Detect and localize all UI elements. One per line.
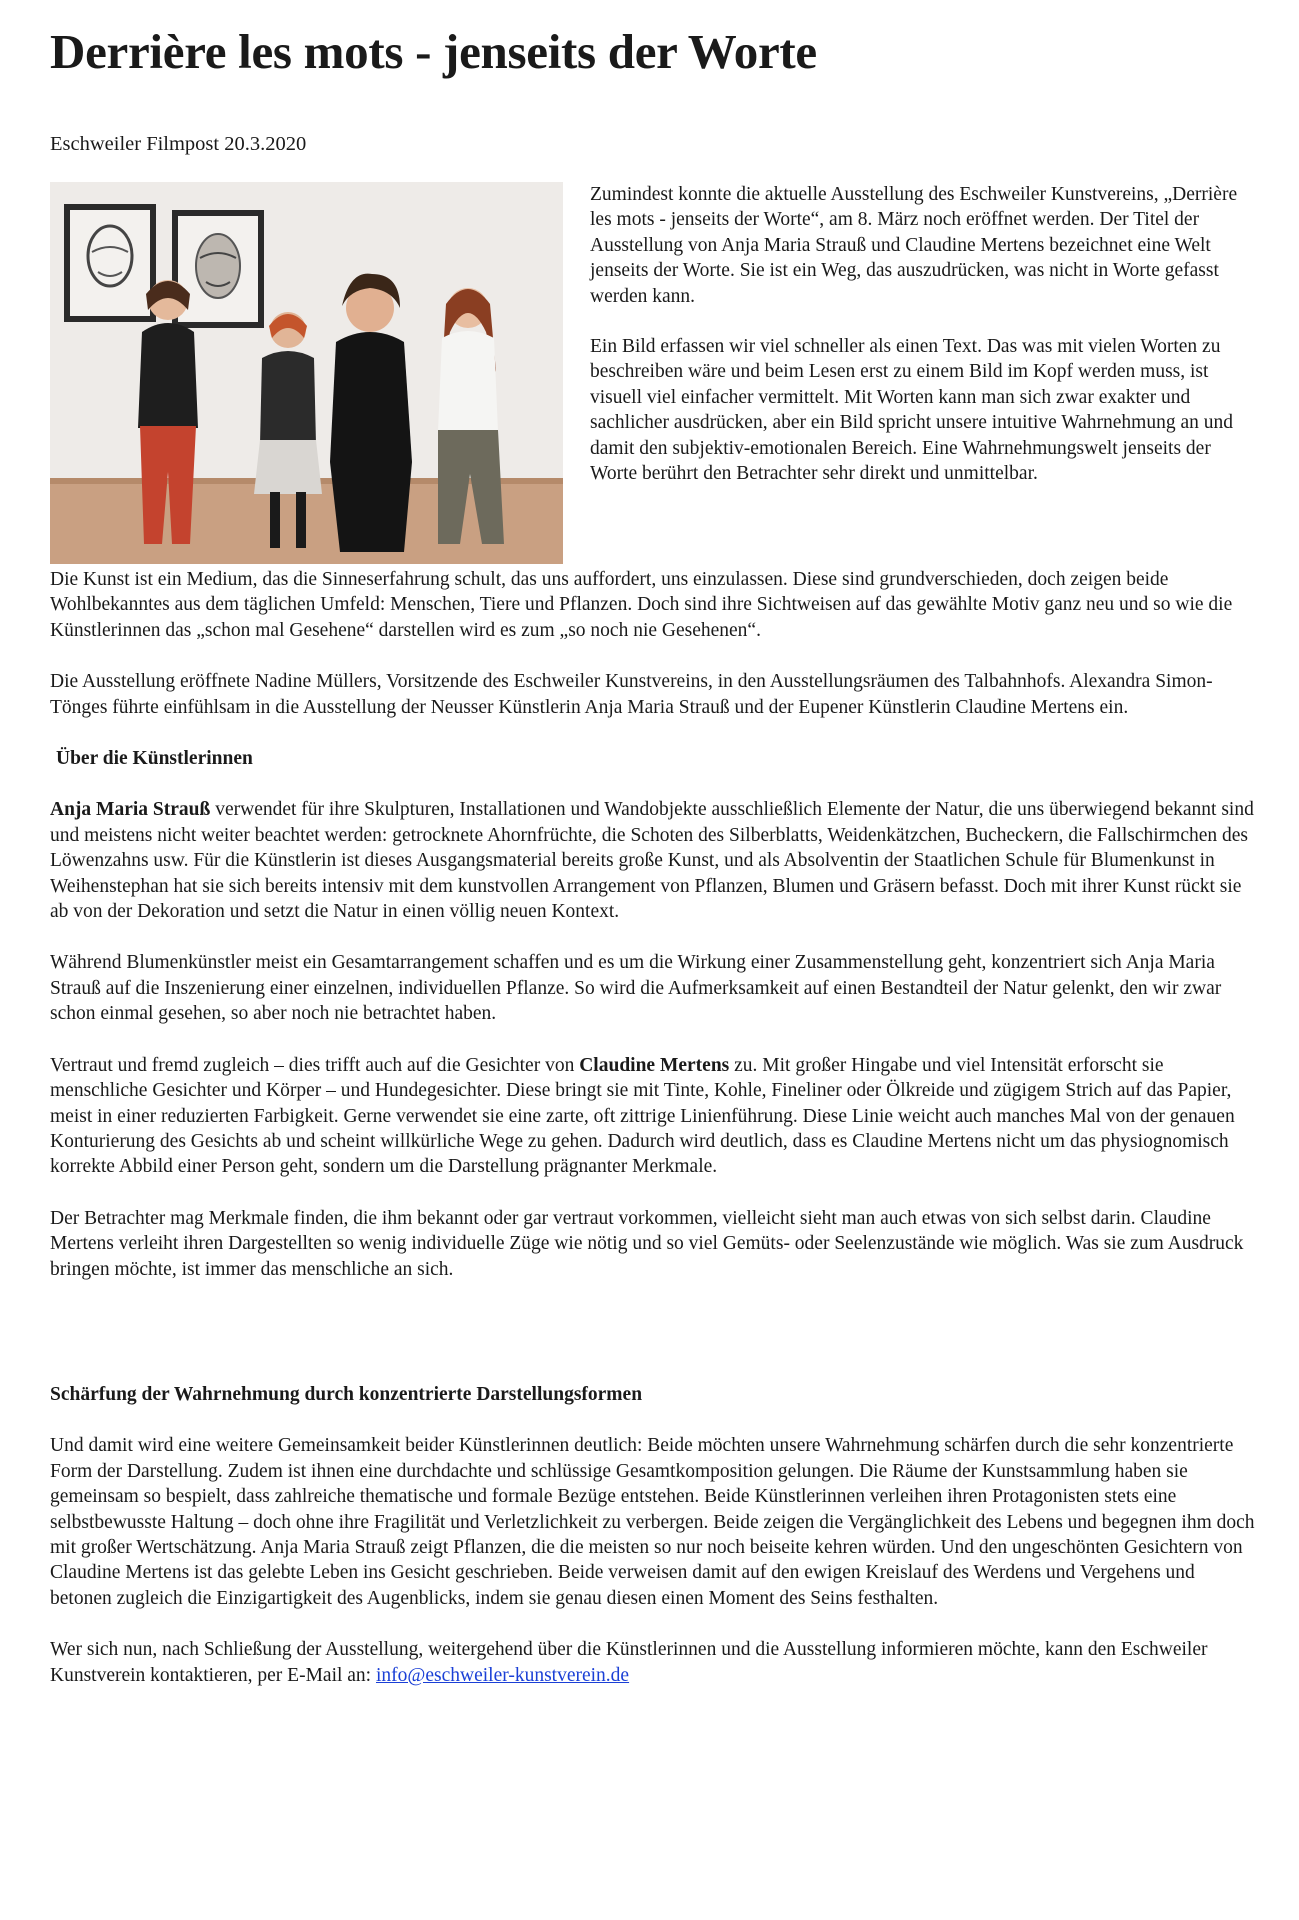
article-page (50, 22, 1260, 1686)
contact-email-link[interactable]: info@eschweiler-kunstverein.de (375, 1664, 630, 1686)
article-source: Eschweiler Filmpost 20.3.2020 (50, 133, 307, 155)
anja-name: Anja Maria Strauß (50, 799, 211, 821)
paragraph-opening: Die Ausstellung eröffnete Nadine Müllers, Vorsitzende des Eschweiler Kunstvereins, in den Ausstellungsräumen des Talbahnhofs. Alexandra Simon-Tönges führte einfühlsam in die Ausstellung der Neusser Künstlerin Anja Maria Strauß und der Eupener Künstlerin Claudine Mertens ein. (50, 671, 1213, 718)
paragraph-contact (50, 1637, 1260, 1688)
paragraph-blumen: Während Blumenkünstler meist ein Gesamtarrangement schaffen und es um die Wirkung einer Zusammenstellung geht, konzentriert sich Anja Maria Strauß auf die Inszenierung einer einzelnen, individuellen Pflanze. So wird die Aufmerksamkeit auf einen Bestandteil der Natur gelenkt, den wir zwar schon einmal gesehen, so aber noch nie betrachtet haben. (50, 952, 1222, 1025)
paragraph-gemeinsam: Und damit wird eine weitere Gemeinsamkeit beider Künstlerinnen deutlich: Beide möchten unsere Wahrnehmung schärfen durch die sehr konzentrierte Form der Darstellung. Zudem ist ihnen eine durchdachte und schlüssige Gesamtkomposition gelungen. Die Räume der Kunstsammlung haben sie gemeinsam so bespielt, dass zahlreiche thematische und formale Bezüge entstehen. Beide Künstlerinnen verleihen ihren Protagonisten stets eine selbstbewusste Haltung – doch ohne ihre Fragilität und Verletzlichkeit zu verbergen. Beide zeigen die Vergänglichkeit des Lebens und begegnen ihm doch mit großer Wertschätzung. Anja Maria Strauß zeigt Pflanzen, die die meisten so nur noch beiseite kehren würden. Und den ungeschönten Gesichtern von Claudine Mertens ist das gelebte Leben ins Gesicht geschrieben. Beide verweisen damit auf den ewigen Kreislauf des Werdens und Vergehens und betonen zugleich die Einzigartigkeit des Augenblicks, indem sie genau diesen einen Moment des Seins festhalten. (50, 1435, 1255, 1609)
anja-text: verwendet für ihre Skulpturen, Installationen und Wandobjekte ausschließlich Elemente der Natur, die uns überwiegend bekannt sind und meistens nicht weiter beachtet werden: getrocknete Ahornfrüchte, die Schoten des Silberblatts, Weidenkätzchen, Bucheckern, die Fallschirmchen des Löwenzahns usw. Für die Künstlerin ist dieses Ausgangsmaterial bereits große Kunst, und als Absolventin der Staatlichen Schule für Blumenkunst in Weihenstephan hat sie sich bereits intensiv mit dem kunstvollen Arrangement von Pflanzen, Blumen und Gräsern befasst. Doch mit ihrer Kunst rückt sie ab von der Dekoration und setzt die Natur in einen völlig neuen Kontext. (50, 799, 1254, 923)
contact-text: Wer sich nun, nach Schließung der Ausstellung, weitergehend über die Künstlerinnen und die Ausstellung informieren möchte, kann den Eschweiler Kunstverein kontaktieren, per E-Mail an: (50, 1639, 1208, 1686)
paragraph-betrachter: Der Betrachter mag Merkmale finden, die ihm bekannt oder gar vertraut vorkommen, vielleicht sieht man auch etwas von sich selbst darin. Claudine Mertens verleiht ihren Dargestellten so wenig individuelle Züge wie nötig und so viel Gemüts- oder Seelenzustände wie möglich. Was sie zum Ausdruck bringen möchte, ist immer das menschliche an sich. (50, 1207, 1244, 1280)
paragraph-anja (50, 797, 1260, 924)
claudine-text-a: Vertraut und fremd zugleich – dies trifft auch auf die Gesichter von (50, 1054, 580, 1076)
claudine-name: Claudine Mertens (579, 1054, 730, 1076)
intro-paragraph-2: Ein Bild erfassen wir viel schneller als einen Text. Das was mit vielen Worten zu beschreiben wäre und beim Lesen erst zu einem Bild im Kopf werden muss, ist visuell viel einfacher vermittelt. Mit Worten kann man sich zwar exakter und sachlicher ausdrücken, aber ein Bild spricht unsere intuitive Wahrnehmung an und damit den subjektiv-emotionalen Bereich. Eine Wahrnehmungswelt jenseits der Worte berührt den Betrachter sehr direkt und unmittelbar. (590, 336, 1234, 485)
intro-paragraph-1: Zumindest konnte die aktuelle Ausstellung des Eschweiler Kunstvereins, „Derrière les mots - jenseits der Worte“, am 8. März noch eröffnet werden. Der Titel der Ausstellung von Anja Maria Strauß und Claudine Mertens bezeichnet eine Welt jenseits der Worte. Sie ist ein Weg, das auszudrücken, was nicht in Worte gefasst werden kann. (590, 184, 1238, 307)
article-body (50, 567, 1260, 1714)
claudine-text-b: zu. Mit großer Hingabe und viel Intensität erforscht sie menschliche Gesichter und Körper – und Hundegesichter. Diese bringt sie mit Tinte, Kohle, Fineliner oder Ölkreide und zügigem Strich auf das Papier, meist in einer reduzierten Farbigkeit. Gerne verwendet sie eine zarte, oft zittrige Linienführung. Diese Linie weicht auch manches Mal von der genauen Konturierung des Gesichts ab und scheint willkürliche Wege zu gehen. Dadurch wird deutlich, dass es Claudine Mertens nicht um das physiognomisch korrekte Abbild einer Person geht, sondern um die Darstellung prägnanter Merkmale. (50, 1054, 1235, 1178)
paragraph-claudine (50, 1053, 1260, 1180)
heading-focus: Schärfung der Wahrnehmung durch konzentrierte Darstellungsformen (50, 1383, 643, 1405)
heading-artists: Über die Künstlerinnen (56, 748, 253, 770)
exhibition-photo (50, 182, 563, 564)
article-title: Derrière les mots - jenseits der Worte (50, 24, 817, 79)
intro-text (590, 182, 1260, 486)
paragraph-medium: Die Kunst ist ein Medium, das die Sinneserfahrung schult, das uns auffordert, uns einzulassen. Diese sind grundverschieden, doch zeigen beide Wohlbekanntes aus dem täglichen Umfeld: Menschen, Tiere und Pflanzen. Doch sind ihre Sichtweisen auf das gewählte Motiv ganz neu und so wie die Künstlerinnen das „schon mal Gesehene“ darstellen wird es zum „so noch nie Gesehenen“. (50, 569, 1233, 641)
